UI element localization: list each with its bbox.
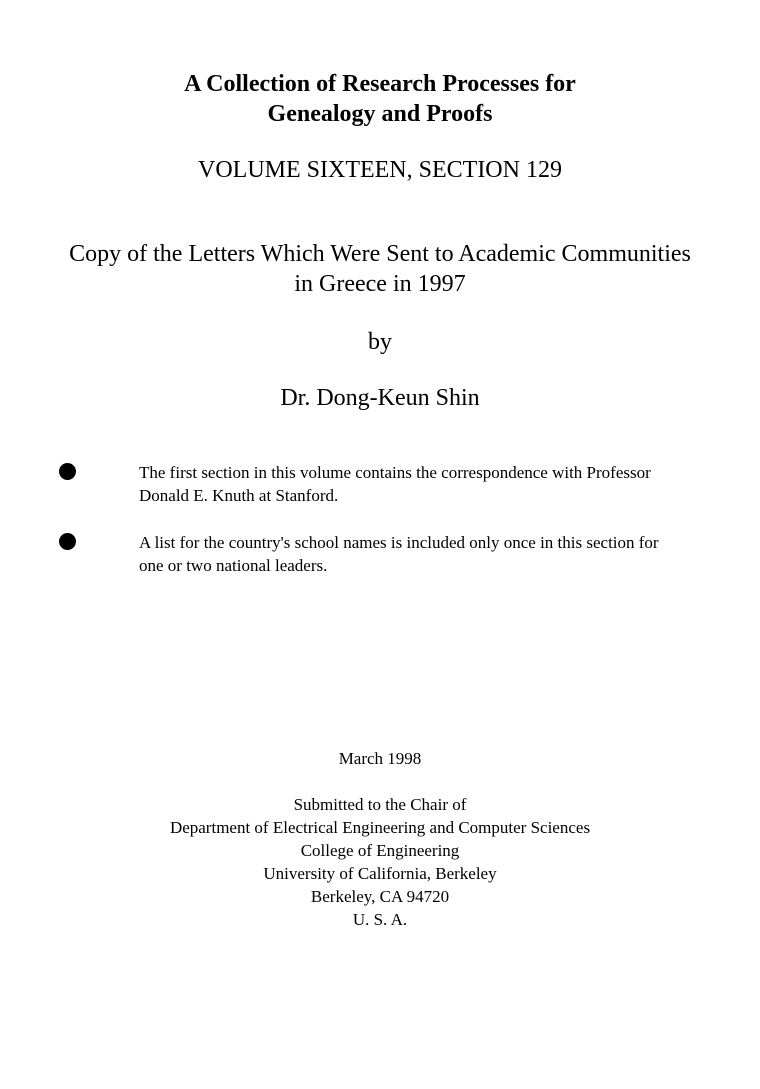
submission-line-2: Department of Electrical Engineering and Computer Sciences — [169, 818, 591, 837]
volume-heading: VOLUME SIXTEEN, SECTION 129 — [198, 157, 562, 183]
subtitle-line-1: Copy of the Letters Which Were Sent to Academic Communities — [69, 241, 691, 267]
submission-line-6: U. S. A. — [352, 910, 408, 929]
bullet-dot-icon — [59, 533, 76, 550]
submission-line-4: University of California, Berkeley — [263, 864, 497, 883]
date-line: March 1998 — [338, 749, 422, 768]
bullet-text-1 — [139, 461, 729, 507]
title-line-2: Genealogy and Proofs — [267, 101, 493, 127]
bullet-2-line-1: A list for the country's school names is included only once in this section for — [139, 533, 659, 552]
title-line-1: A Collection of Research Processes for — [184, 71, 576, 97]
bullet-text-2 — [139, 531, 729, 577]
by-label: by — [368, 329, 392, 355]
bullet-2-line-2: one or two national leaders. — [139, 556, 328, 575]
author-name: Dr. Dong-Keun Shin — [280, 385, 480, 411]
submission-line-1: Submitted to the Chair of — [293, 795, 467, 814]
submission-line-3: College of Engineering — [300, 841, 460, 860]
submission-line-5: Berkeley, CA 94720 — [310, 887, 450, 906]
bullet-1-line-2: Donald E. Knuth at Stanford. — [139, 486, 339, 505]
bullet-1-line-1: The first section in this volume contains the correspondence with Professor — [139, 463, 651, 482]
bullet-dot-icon — [59, 463, 76, 480]
subtitle-line-2: in Greece in 1997 — [294, 271, 466, 297]
